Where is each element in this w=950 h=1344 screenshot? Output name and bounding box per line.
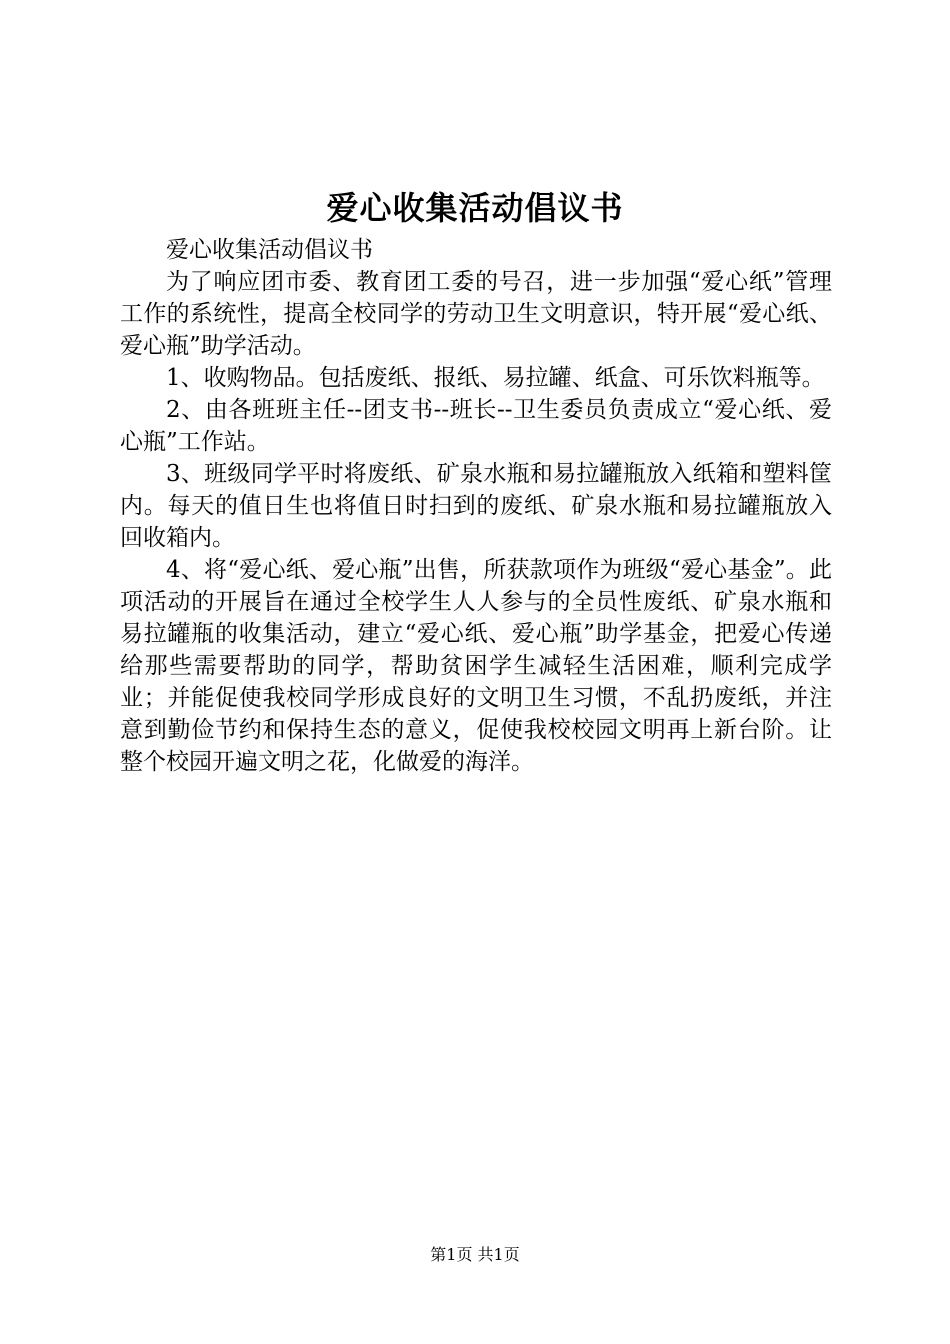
item-4-paragraph: 4、将“爱心纸、爱心瓶”出售，所获款项作为班级“爱心基金”。此项活动的开展旨在通过全校学生人人参与的全员性废纸、矿泉水瓶和易拉罐瓶的收集活动，建立“爱心纸、爱心瓶”助学基金，把爱心传递给那些需要帮助的同学，帮助贫困学生减轻生活困难，顺利完成学业；并能促使我校同学形成良好的文明卫生习惯，不乱扔废纸，并注意到勤俭节约和保持生态的意义，促使我校校园文明再上新台阶。让整个校园开遍文明之花，化做爱的海洋。	[120, 557, 832, 775]
intro-paragraph: 为了响应团市委、教育团工委的号召，进一步加强“爱心纸”管理工作的系统性，提高全校同学的劳动卫生文明意识，特开展“爱心纸、爱心瓶”助学活动。	[120, 269, 832, 359]
document-title: 爱心收集活动倡议书	[326, 189, 624, 227]
document-body	[120, 234, 832, 778]
item-3-paragraph: 3、班级同学平时将废纸、矿泉水瓶和易拉罐瓶放入纸箱和塑料筐内。每天的值日生也将值日时扫到的废纸、矿泉水瓶和易拉罐瓶放入回收箱内。	[120, 461, 832, 551]
item-1-paragraph: 1、收购物品。包括废纸、报纸、易拉罐、纸盒、可乐饮料瓶等。	[166, 365, 825, 391]
subtitle-paragraph: 爱心收集活动倡议书	[166, 237, 373, 263]
page-number-footer: 第1页 共1页	[430, 1245, 520, 1264]
item-2-paragraph: 2、由各班班主任--团支书--班长--卫生委员负责成立“爱心纸、爱心瓶”工作站。	[120, 397, 832, 455]
